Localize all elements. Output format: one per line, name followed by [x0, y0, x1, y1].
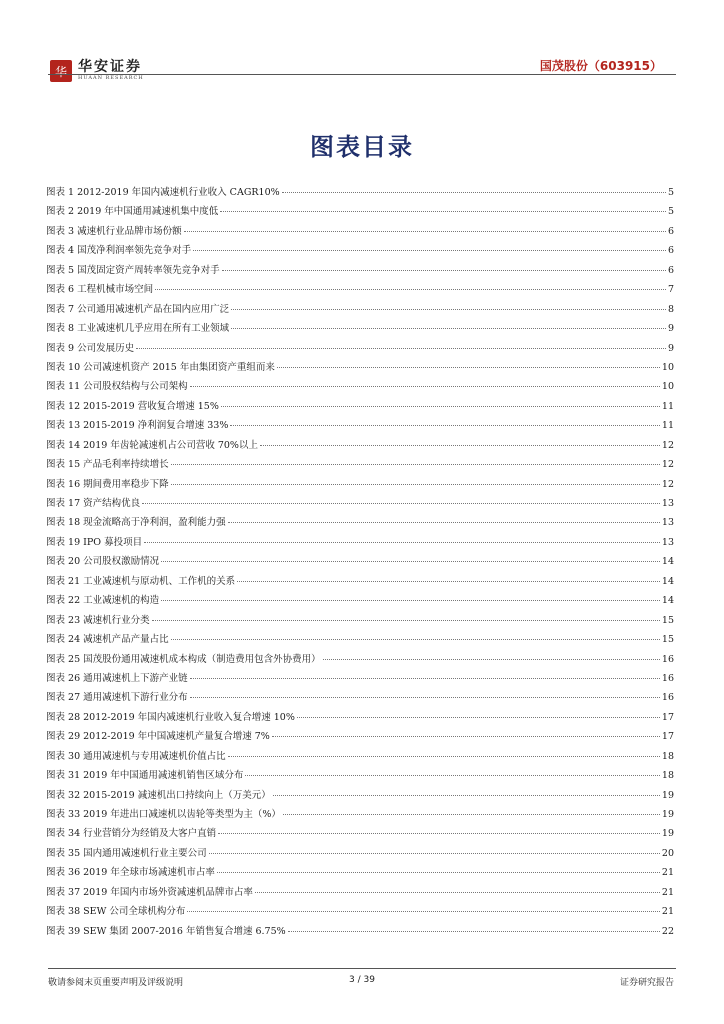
toc-entry[interactable] — [46, 222, 674, 241]
logo-name: 华安证券 — [78, 59, 142, 75]
toc-entry-label: 图表 21 工业减速机与原动机、工作机的关系 — [46, 575, 236, 587]
header-divider — [48, 74, 676, 75]
toc-dot-leader — [193, 250, 666, 251]
toc-entry-label: 图表 18 现金流略高于净利润，盈利能力强 — [46, 517, 226, 529]
toc-entry[interactable] — [46, 183, 674, 202]
toc-entry[interactable] — [46, 552, 674, 571]
toc-entry[interactable] — [46, 455, 674, 474]
toc-entry[interactable] — [46, 786, 674, 805]
toc-entry[interactable] — [46, 727, 674, 746]
toc-entry-label: 图表 2 2019 年中国通用减速机集中度低 — [46, 206, 219, 218]
toc-entry-label: 图表 1 2012-2019 年国内减速机行业收入 CAGR10% — [46, 187, 280, 198]
toc-entry-label: 图表 5 国茂固定资产周转率领先竞争对手 — [46, 264, 220, 276]
toc-entry-page: 15 — [661, 614, 674, 626]
toc-entry-page: 5 — [667, 187, 674, 198]
toc-entry[interactable] — [46, 300, 674, 319]
toc-dot-leader — [171, 464, 660, 465]
toc-entry-label: 图表 16 期间费用率稳步下降 — [46, 478, 169, 490]
toc-entry[interactable] — [46, 397, 674, 416]
logo-seal-icon: 华 — [50, 60, 72, 82]
toc-entry-page: 16 — [661, 692, 674, 704]
toc-dot-leader — [297, 717, 660, 718]
toc-dot-leader — [228, 522, 660, 523]
toc-entry-page: 6 — [667, 264, 674, 276]
toc-entry[interactable] — [46, 883, 674, 902]
toc-entry-page: 8 — [667, 303, 674, 315]
toc-dot-leader — [190, 386, 660, 387]
toc-entry-label: 图表 37 2019 年国内市场外资减速机品牌市占率 — [46, 886, 253, 898]
toc-entry[interactable] — [46, 922, 674, 941]
toc-entry-page: 10 — [661, 381, 674, 393]
company-logo — [50, 60, 144, 82]
toc-entry-label: 图表 14 2019 年齿轮减速机占公司营收 70%以上 — [46, 439, 258, 451]
toc-entry-page: 12 — [661, 478, 674, 490]
toc-entry-label: 图表 38 SEW 公司全球机构分布 — [46, 906, 186, 918]
toc-entry[interactable] — [46, 766, 674, 785]
toc-entry-page: 9 — [667, 323, 674, 335]
toc-dot-leader — [161, 600, 660, 601]
toc-dot-leader — [228, 756, 660, 757]
toc-entry[interactable] — [46, 513, 674, 532]
toc-entry-page: 13 — [661, 498, 674, 509]
toc-entry[interactable] — [46, 533, 674, 552]
toc-dot-leader — [136, 348, 666, 349]
toc-entry-label: 图表 34 行业营销分为经销及大客户直销 — [46, 828, 217, 840]
toc-entry[interactable] — [46, 319, 674, 338]
toc-entry-label: 图表 27 通用减速机下游行业分布 — [46, 692, 188, 704]
toc-entry-label: 图表 22 工业减速机的构造 — [46, 595, 160, 607]
toc-entry-label: 图表 35 国内通用减速机行业主要公司 — [46, 847, 207, 859]
toc-dot-leader — [237, 581, 660, 582]
toc-entry-label: 图表 17 资产结构优良 — [46, 498, 141, 509]
toc-dot-leader — [209, 853, 660, 854]
toc-dot-leader — [260, 445, 660, 446]
toc-dot-leader — [220, 211, 666, 212]
toc-dot-leader — [161, 561, 660, 562]
toc-entry-label: 图表 24 减速机产品产量占比 — [46, 634, 169, 646]
toc-dot-leader — [155, 289, 666, 290]
toc-entry-label: 图表 9 公司发展历史 — [46, 342, 135, 354]
toc-entry-page: 6 — [667, 225, 674, 237]
toc-dot-leader — [187, 911, 660, 912]
toc-entry-label: 图表 7 公司通用减速机产品在国内应用广泛 — [46, 303, 230, 315]
toc-entry-page: 18 — [661, 750, 674, 762]
toc-entry-label: 图表 33 2019 年进出口减速机以齿轮等类型为主（%） — [46, 809, 281, 820]
page-number: 3 / 39 — [349, 975, 375, 985]
toc-dot-leader — [171, 639, 660, 640]
toc-dot-leader — [288, 931, 660, 932]
toc-entry[interactable] — [46, 261, 674, 280]
toc-entry-page: 13 — [661, 536, 674, 548]
toc-entry[interactable] — [46, 805, 674, 824]
footer-disclaimer: 敬请参阅末页重要声明及评级说明 — [48, 978, 184, 988]
toc-dot-leader — [218, 833, 660, 834]
toc-entry-page: 14 — [661, 556, 674, 568]
toc-entry-label: 图表 30 通用减速机与专用减速机价值占比 — [46, 750, 226, 762]
toc-dot-leader — [217, 872, 660, 873]
toc-entry-page: 16 — [661, 653, 674, 665]
toc-entry-page: 6 — [667, 245, 674, 257]
toc-dot-leader — [323, 659, 660, 660]
toc-entry-page: 17 — [661, 731, 674, 743]
toc-entry-label: 图表 12 2015-2019 营收复合增速 15% — [46, 400, 219, 412]
toc-dot-leader — [190, 697, 660, 698]
toc-entry-page: 9 — [667, 342, 674, 354]
toc-entry-label: 图表 26 通用减速机上下游产业链 — [46, 672, 188, 684]
toc-entry-label: 图表 13 2015-2019 净利润复合增速 33% — [46, 420, 229, 432]
toc-entry[interactable] — [46, 416, 674, 435]
toc-entry[interactable] — [46, 436, 674, 455]
toc-entry-page: 19 — [661, 789, 674, 801]
toc-entry-page: 16 — [661, 672, 674, 684]
toc-entry-page: 15 — [661, 634, 674, 646]
company-name: 国茂股份（603915） — [539, 59, 662, 73]
logo-subtitle: HUAAN RESEARCH — [78, 75, 144, 81]
toc-entry-page: 12 — [661, 439, 674, 451]
toc-entry-page: 12 — [661, 459, 674, 471]
toc-entry[interactable] — [46, 630, 674, 649]
toc-entry-label: 图表 36 2019 年全球市场减速机市占率 — [46, 867, 215, 879]
toc-dot-leader — [231, 328, 666, 329]
toc-entry-label: 图表 28 2012-2019 年国内减速机行业收入复合增速 10% — [46, 711, 295, 723]
toc-entry-label: 图表 20 公司股权激励情况 — [46, 556, 160, 568]
toc-entry[interactable] — [46, 494, 674, 513]
toc-entry-label: 图表 15 产品毛利率持续增长 — [46, 459, 169, 471]
toc-dot-leader — [272, 736, 660, 737]
footer-divider — [48, 968, 676, 969]
toc-entry-page: 7 — [667, 284, 674, 296]
toc-entry-page: 19 — [661, 828, 674, 840]
toc-entry[interactable] — [46, 377, 674, 396]
toc-entry-page: 20 — [661, 847, 674, 859]
toc-dot-leader — [245, 775, 660, 776]
toc-entry[interactable] — [46, 708, 674, 727]
toc-entry[interactable] — [46, 475, 674, 494]
toc-entry-label: 图表 23 减速机行业分类 — [46, 614, 150, 626]
toc-entry-label: 图表 25 国茂股份通用减速机成本构成（制造费用包含外协费用） — [46, 653, 321, 665]
toc-entry-page: 21 — [661, 867, 674, 879]
toc-entry-page: 11 — [661, 420, 674, 432]
toc-entry-page: 17 — [661, 711, 674, 723]
toc-dot-leader — [230, 425, 660, 426]
toc-entry-page: 5 — [667, 206, 674, 218]
toc-entry-page: 14 — [661, 575, 674, 587]
page-header — [0, 0, 724, 90]
toc-entry-label: 图表 31 2019 年中国通用减速机销售区域分布 — [46, 770, 244, 782]
toc-entry-label: 图表 39 SEW 集团 2007-2016 年销售复合增速 6.75% — [46, 925, 286, 937]
toc-entry[interactable] — [46, 358, 674, 377]
toc-dot-leader — [231, 309, 666, 310]
toc-dot-leader — [152, 620, 660, 621]
toc-entry[interactable] — [46, 863, 674, 882]
toc-entry-page: 14 — [661, 595, 674, 607]
toc-entry[interactable] — [46, 902, 674, 921]
toc-dot-leader — [144, 542, 660, 543]
toc-entry-label: 图表 19 IPO 募投项目 — [46, 536, 143, 548]
toc-entry-page: 18 — [661, 770, 674, 782]
toc-entry[interactable] — [46, 688, 674, 707]
toc-entry[interactable] — [46, 202, 674, 221]
toc-entry-page: 21 — [661, 886, 674, 898]
toc-entry[interactable] — [46, 241, 674, 260]
toc-entry-label: 图表 32 2015-2019 减速机出口持续向上（万美元） — [46, 789, 271, 801]
toc-dot-leader — [221, 406, 660, 407]
toc-entry[interactable] — [46, 824, 674, 843]
toc-dot-leader — [222, 270, 666, 271]
toc-entry[interactable] — [46, 650, 674, 669]
table-of-figures — [46, 183, 674, 941]
toc-dot-leader — [255, 892, 660, 893]
toc-entry-label: 图表 29 2012-2019 年中国减速机产量复合增速 7% — [46, 731, 270, 743]
toc-entry-label: 图表 4 国茂净利润率领先竞争对手 — [46, 245, 192, 257]
toc-dot-leader — [171, 484, 660, 485]
toc-entry-page: 13 — [661, 517, 674, 529]
toc-entry[interactable] — [46, 572, 674, 591]
toc-dot-leader — [277, 367, 660, 368]
toc-dot-leader — [142, 503, 660, 504]
page-title: 图表目录 — [310, 133, 414, 161]
toc-entry[interactable] — [46, 669, 674, 688]
toc-dot-leader — [273, 795, 660, 796]
toc-dot-leader — [283, 814, 660, 815]
toc-entry-label: 图表 11 公司股权结构与公司架构 — [46, 381, 188, 393]
toc-entry-label: 图表 3 减速机行业品牌市场份额 — [46, 225, 182, 237]
toc-dot-leader — [282, 192, 666, 193]
toc-entry-page: 19 — [661, 809, 674, 820]
toc-entry-page: 22 — [661, 925, 674, 937]
toc-entry-label: 图表 10 公司减速机资产 2015 年由集团资产重组而来 — [46, 361, 275, 373]
toc-entry-page: 21 — [661, 906, 674, 918]
toc-entry-label: 图表 8 工业减速机几乎应用在所有工业领域 — [46, 323, 230, 335]
toc-dot-leader — [184, 231, 666, 232]
toc-entry[interactable] — [46, 591, 674, 610]
toc-entry-page: 10 — [661, 361, 674, 373]
toc-entry-label: 图表 6 工程机械市场空间 — [46, 284, 154, 296]
toc-dot-leader — [190, 678, 660, 679]
footer-report-type: 证券研究报告 — [619, 978, 674, 988]
toc-entry[interactable] — [46, 844, 674, 863]
toc-entry[interactable] — [46, 339, 674, 358]
toc-entry[interactable] — [46, 747, 674, 766]
toc-entry-page: 11 — [661, 400, 674, 412]
toc-entry[interactable] — [46, 280, 674, 299]
toc-entry[interactable] — [46, 611, 674, 630]
